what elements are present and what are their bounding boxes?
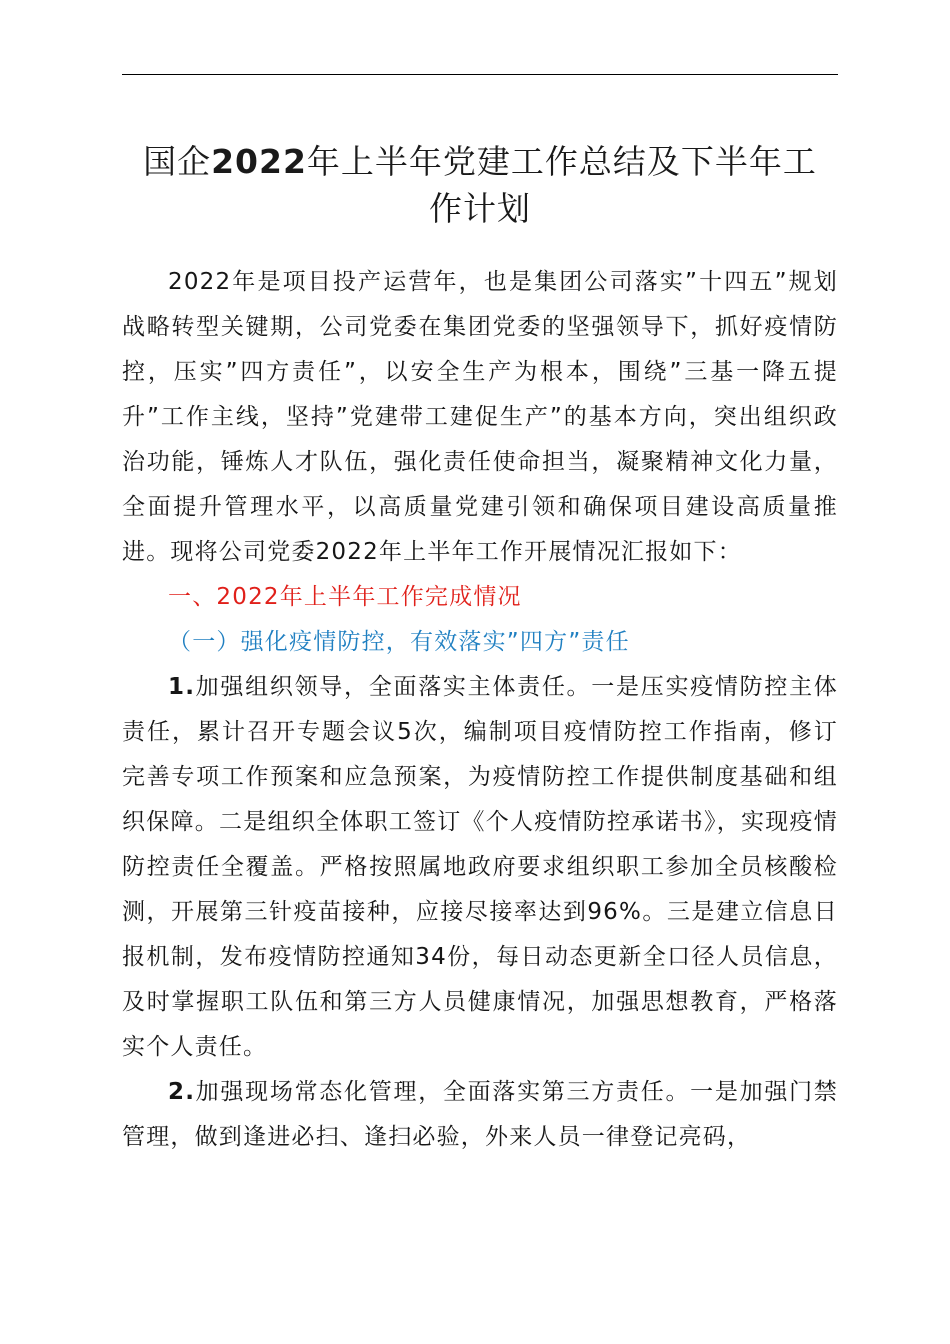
title-line2: 作计划 bbox=[429, 189, 531, 228]
intro-paragraph: 2022年是项目投产运营年，也是集团公司落实”十四五”规划战略转型关键期，公司党委在集团党委的坚强领导下，抓好疫情防控，压实”四方责任”，以安全生产为根本，围绕”三基一降五提升”工作主线，坚持”党建带工建促生产”的基本方向，突出组织政治功能，锤炼人才队伍，强化责任使命担当，凝聚精神文化力量，全面提升管理水平，以高质量党建引领和确保项目建设高质量推进。现将公司党委2022年上半年工作开展情况汇报如下： bbox=[122, 269, 838, 565]
document-title bbox=[118, 138, 842, 232]
item-2-number: 2. bbox=[168, 1079, 196, 1105]
item-1-text: 加强组织领导，全面落实主体责任。一是压实疫情防控主体责任，累计召开专题会议5次，编制项目疫情防控工作指南，修订完善专项工作预案和应急预案，为疫情防控工作提供制度基础和组织保障。二是组织全体职工签订《个人疫情防控承诺书》，实现疫情防控责任全覆盖。严格按照属地政府要求组织职工参加全员核酸检测，开展第三针疫苗接种，应接尽接率达到96%。三是建立信息日报机制，发布疫情防控通知34份，每日动态更新全口径人员信息，及时掌握职工队伍和第三方人员健康情况，加强思想教育，严格落实个人责任。 bbox=[122, 674, 838, 1060]
title-suffix: 年上半年党建工作总结及下半年工 bbox=[306, 142, 817, 181]
section-heading: 一、2022年上半年工作完成情况 bbox=[168, 584, 522, 610]
title-prefix: 国企 bbox=[143, 142, 212, 181]
title-year: 2022 bbox=[211, 142, 307, 181]
item-2-text: 加强现场常态化管理，全面落实第三方责任。一是加强门禁管理，做到逢进必扫、逢扫必验，外来人员一律登记亮码， bbox=[122, 1079, 838, 1150]
item-1-paragraph bbox=[122, 665, 838, 1070]
item-1-number: 1. bbox=[168, 674, 196, 700]
item-2-paragraph bbox=[122, 1070, 838, 1160]
document-body bbox=[122, 260, 838, 1160]
subsection-heading: （一）强化疫情防控，有效落实”四方”责任 bbox=[168, 629, 630, 655]
header-rule bbox=[122, 74, 838, 75]
